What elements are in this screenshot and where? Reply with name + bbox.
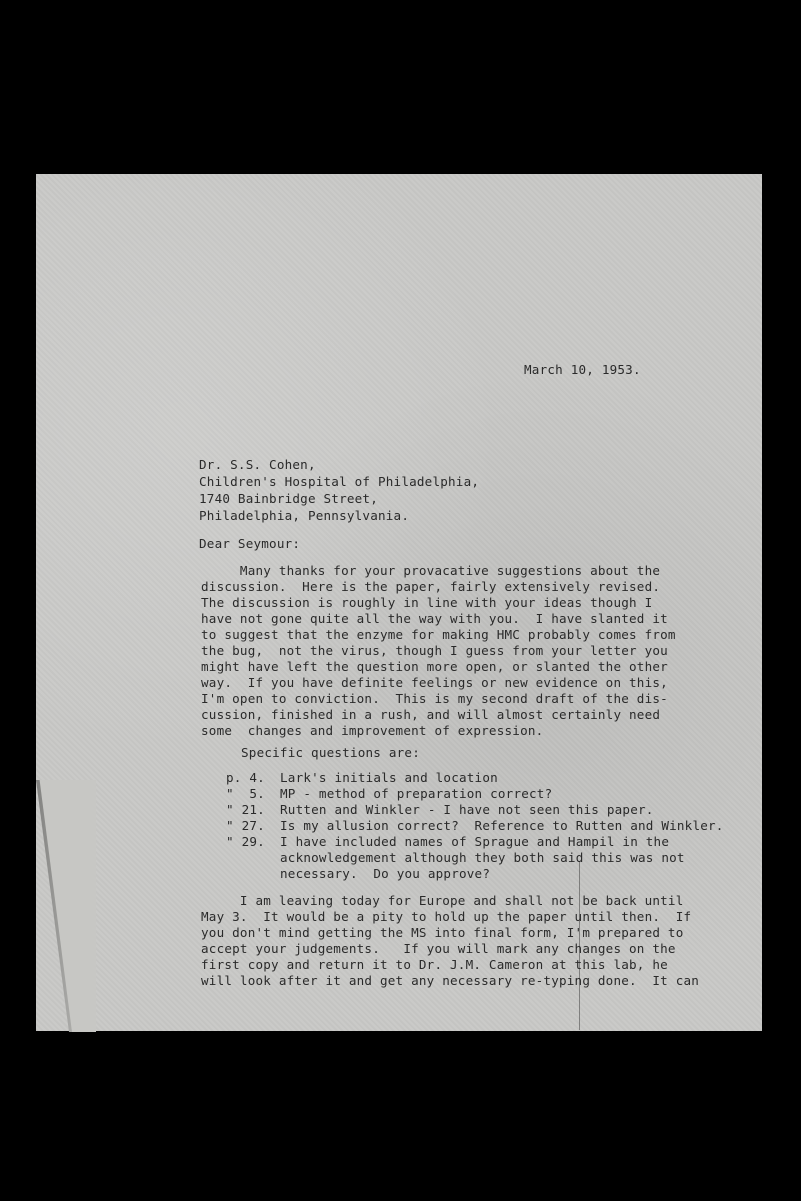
text-line: I am leaving today for Europe and shall not be back until — [201, 893, 684, 908]
text-line: to suggest that the enzyme for making HMC probably comes from — [201, 627, 676, 642]
question-text: Is my allusion correct? Reference to Rutten and Winkler. — [280, 818, 724, 833]
text-line: some changes and improvement of expression. — [201, 723, 544, 738]
question-ref: " 21. — [226, 802, 265, 817]
text-line: way. If you have definite feelings or new evidence on this, — [201, 675, 668, 690]
text-line: will look after it and get any necessary re-typing done. It can — [201, 973, 700, 988]
question-text: Lark's initials and location — [280, 770, 498, 785]
text-line: I'm open to conviction. This is my second draft of the dis- — [201, 691, 668, 706]
text-line: first copy and return it to Dr. J.M. Cameron at this lab, he — [201, 957, 668, 972]
salutation: Dear Seymour: — [199, 536, 301, 551]
text-line: The discussion is roughly in line with your ideas though I — [201, 595, 653, 610]
question-text: MP - method of preparation correct? — [280, 786, 553, 801]
text-line: May 3. It would be a pity to hold up the paper until then. If — [201, 909, 692, 924]
question-ref: " 27. — [226, 818, 265, 833]
address-line: Children's Hospital of Philadelphia, — [199, 474, 480, 489]
text-line: Many thanks for your provacative suggestions about the — [201, 563, 661, 578]
address-line: Dr. S.S. Cohen, — [199, 457, 316, 472]
text-line: you don't mind getting the MS into final form, I'm prepared to — [201, 925, 684, 940]
questions-intro: Specific questions are: — [241, 745, 420, 760]
address-line: Philadelphia, Pennsylvania. — [199, 508, 410, 523]
text-line: accept your judgements. If you will mark any changes on the — [201, 941, 676, 956]
text-line: might have left the question more open, or slanted the other — [201, 659, 668, 674]
text-line: have not gone quite all the way with you. I have slanted it — [201, 611, 668, 626]
question-text: acknowledgement although they both said this was not — [280, 850, 685, 865]
letter-date: March 10, 1953. — [524, 362, 641, 377]
question-ref: p. 4. — [226, 770, 265, 785]
text-line: discussion. Here is the paper, fairly extensively revised. — [201, 579, 661, 594]
question-text: Rutten and Winkler - I have not seen this paper. — [280, 802, 654, 817]
address-line: 1740 Bainbridge Street, — [199, 491, 378, 506]
question-ref: " 5. — [226, 786, 265, 801]
question-ref: " 29. — [226, 834, 265, 849]
question-text: I have included names of Sprague and Hampil in the — [280, 834, 670, 849]
text-line: cussion, finished in a rush, and will almost certainly need — [201, 707, 661, 722]
question-text: necessary. Do you approve? — [280, 866, 491, 881]
text-line: the bug, not the virus, though I guess from your letter you — [201, 643, 668, 658]
